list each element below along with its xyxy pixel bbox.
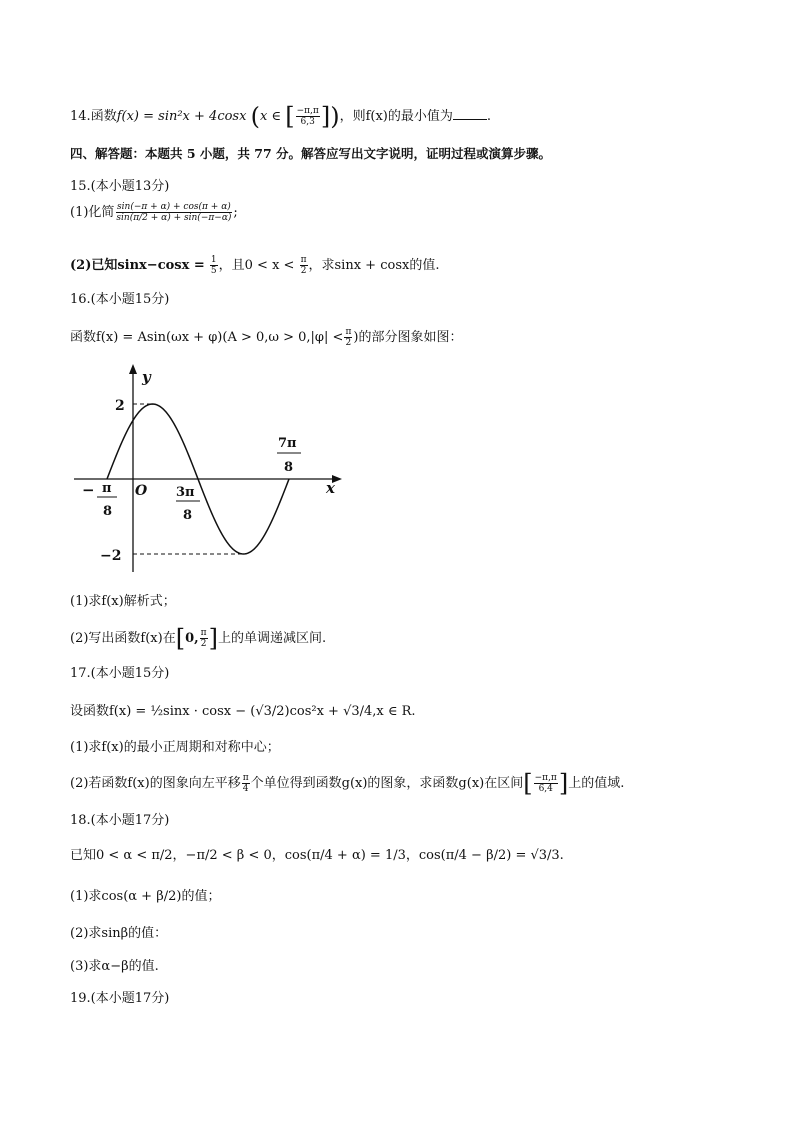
x1-numerator: π xyxy=(102,481,112,496)
x2-numerator: 3π xyxy=(176,485,195,500)
q17-part2: (2)若函数f(x)的图象向左平移 $\frac{\pi}{4}$ 个单位得到函数g(x)的图象，求函数g(x)在区间[ $\frac{-\pi,\pi}{6,4}$ ]上的值域. xyxy=(70,769,625,798)
q16-intro-a: 函数f(x) = Asin(ωx + φ)(A > 0,ω > 0,|φ| < xyxy=(70,330,344,345)
q14-interval-fraction: $\frac{-\pi,\pi}{6,3}$ xyxy=(296,106,319,127)
x-axis-label: x xyxy=(326,479,335,497)
origin-label: O xyxy=(135,483,148,499)
q16-intro-b: )的部分图象如图： xyxy=(353,330,463,345)
q16-part2-a: (2)写出函数f(x)在 xyxy=(70,631,176,646)
q19-title: 19.(本小题17分) xyxy=(70,991,170,1006)
q18-part2: (2)求sinβ的值： xyxy=(70,926,168,941)
q18-part1: (1)求cos(α + β/2)的值； xyxy=(70,889,221,904)
q15-part1-label: (1)化简 xyxy=(70,205,115,220)
q15-title: 15.(本小题13分) xyxy=(70,179,170,194)
q18-title: 18.(本小题17分) xyxy=(70,813,170,828)
q14-paren-open: ( xyxy=(250,102,260,131)
q15-part1: (1)化简 $\frac{\sin(-\pi + \alpha) + \cos(\pi + \alpha)}{\sin(\pi/2 + \alpha) + \sin(-\pi-\alpha)}$ ; xyxy=(70,202,238,223)
q17-part2-a: (2)若函数f(x)的图象向左平移 xyxy=(70,776,241,791)
y-axis-arrow xyxy=(129,364,137,374)
q15-part2-label: (2)已知sinx−cosx = xyxy=(70,258,205,273)
q16-part1: (1)求f(x)解析式； xyxy=(70,594,176,609)
q14-number: 14. xyxy=(70,109,91,124)
section-heading: 四、解答题：本题共 5 小题，共 77 分。解答应写出文字说明，证明过程或演算步骤。 xyxy=(70,146,552,161)
q17-part2-c: 上的值域. xyxy=(568,776,625,791)
q14-paren-close: ) xyxy=(330,102,340,131)
q14-cond: x ∈ xyxy=(259,109,282,124)
y-max-label: 2 xyxy=(115,398,125,414)
q16-part2-b: 上的单调递减区间. xyxy=(217,631,327,646)
q15-part2 xyxy=(70,255,439,276)
q17-definition: 设函数f(x) = ½sinx · cosx − (√3/2)cos²x + √3/4,x ∈ R. xyxy=(70,704,416,719)
q15-part2-mid: ，且0 < x < xyxy=(218,258,295,273)
q14-function: f(x) = sin²x + 4cosx xyxy=(116,109,247,124)
x1-sign: − xyxy=(82,481,95,499)
q14-prefix: 函数 xyxy=(90,109,117,124)
q18-part3: (3)求α−β的值. xyxy=(70,959,159,974)
x3-denominator: 8 xyxy=(284,460,294,475)
q14-bracket-close: ] xyxy=(320,102,331,131)
q16-title: 16.(本小题15分) xyxy=(70,292,170,307)
q14-answer-blank xyxy=(453,107,487,120)
q15-part2-value: $\frac{1}{5}$ xyxy=(210,255,217,276)
q17-title: 17.(本小题15分) xyxy=(70,666,170,681)
sine-graph xyxy=(60,360,360,580)
q15-part1-fraction: $\frac{\sin(-\pi + \alpha) + \cos(\pi + \alpha)}{\sin(\pi/2 + \alpha) + \sin(-\pi-\alpha)}$ xyxy=(116,202,232,223)
q15-part2-rest: ，求sinx + cosx的值. xyxy=(308,258,440,273)
q18-condition: 已知0 < α < π/2，−π/2 < β < 0，cos(π/4 + α) = 1/3，cos(π/4 − β/2) = √3/3. xyxy=(70,848,564,863)
q17-part1: (1)求f(x)的最小正周期和对称中心； xyxy=(70,740,280,755)
q14-line xyxy=(70,102,492,131)
q17-part2-b: 个单位得到函数g(x)的图象，求函数g(x)在区间 xyxy=(250,776,524,791)
q14-suffix: ，则f(x)的最小值为 xyxy=(339,109,453,124)
x3-numerator: 7π xyxy=(278,436,297,451)
q17-shift-fraction: $\frac{\pi}{4}$ xyxy=(242,773,249,794)
q15-part2-pi-half: $\frac{\pi}{2}$ xyxy=(300,255,307,276)
q16-intro xyxy=(70,327,462,348)
q16-part2: (2)写出函数f(x)在[0, $\frac{\pi}{2}$ ]上的单调递减区间. xyxy=(70,624,327,653)
q14-end: . xyxy=(486,109,492,124)
q16-intro-pi-half: $\frac{\pi}{2}$ xyxy=(345,327,352,348)
x2-denominator: 8 xyxy=(183,508,193,523)
x1-denominator: 8 xyxy=(103,504,113,519)
q14-bracket-open: [ xyxy=(285,102,295,131)
y-axis-label: y xyxy=(142,368,151,386)
q16-part2-pi-half: $\frac{\pi}{2}$ xyxy=(200,628,207,649)
q17-interval-fraction: $\frac{-\pi,\pi}{6,4}$ xyxy=(534,773,557,794)
y-min-label: −2 xyxy=(100,548,122,564)
